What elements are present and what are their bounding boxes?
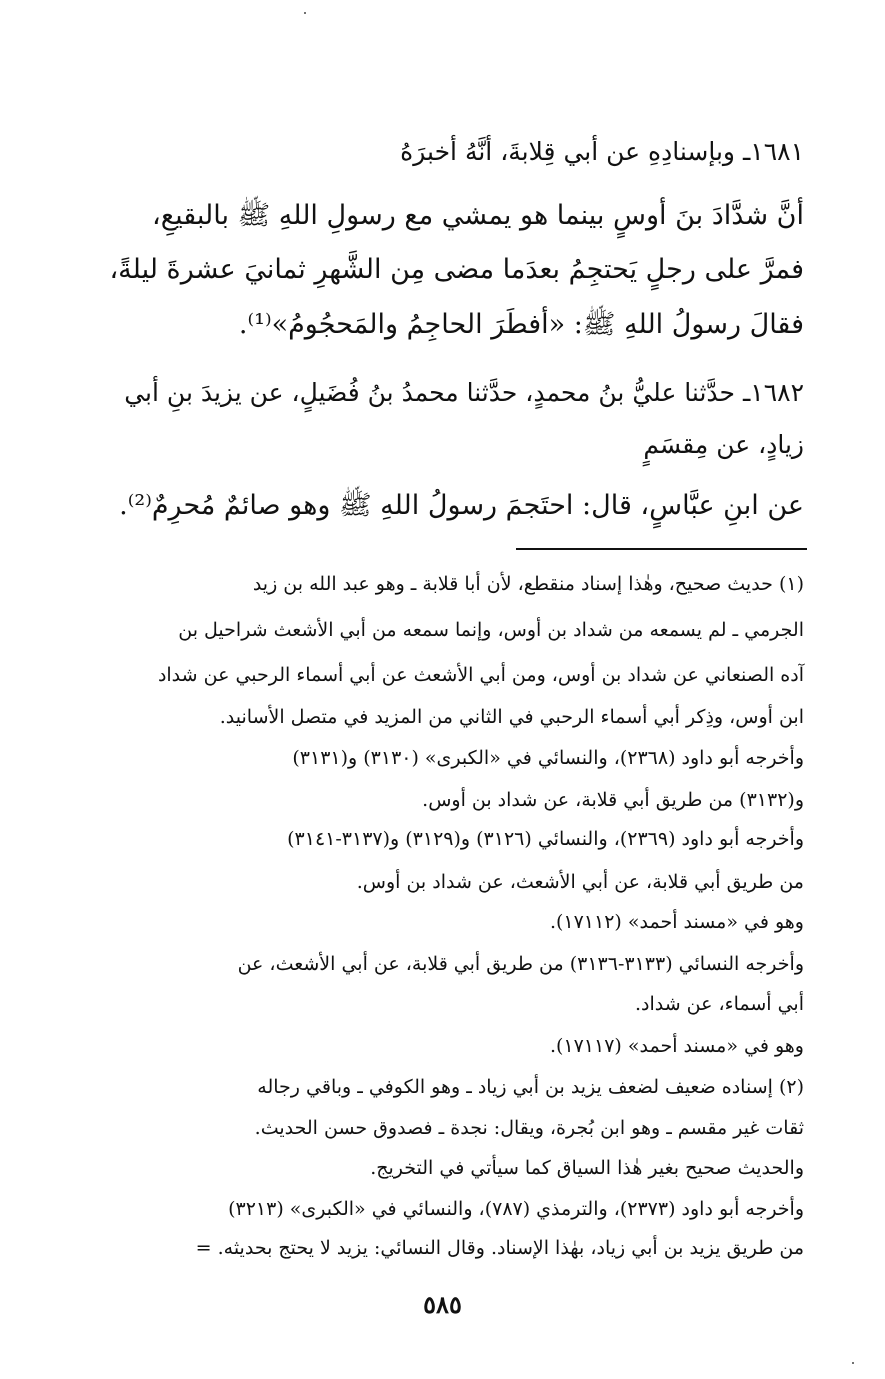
footnote-line: و(٣١٣٢) من طريق أبي قلابة، عن شداد بن أوس. — [422, 789, 804, 811]
footnote-line: وأخرجه أبو داود (٢٣٦٨)، والنسائي في «الكبرى» (٣١٣٠) و(٣١٣١) — [292, 747, 804, 769]
hadith-1681-matn-line: أنَّ شدَّادَ بنَ أوسٍ بينما هو يمشي مع رسولِ اللهِ ﷺ بالبقيعِ، — [152, 200, 804, 231]
footnote-line: من طريق أبي قلابة، عن أبي الأشعث، عن شداد بن أوس. — [356, 871, 804, 893]
footnote-line: (١) حديث صحيح، وهٰذا إسناد منقطع، لأن أبا قلابة ـ وهو عبد الله بن زيد — [252, 573, 804, 595]
hadith-1681-isnad: ١٦٨١ـ وبإسنادِهِ عن أبي قِلابةَ، أنَّهُ أخبرَهُ — [400, 137, 804, 166]
footnote-line: من طريق يزيد بن أبي زياد، بهٰذا الإسناد. وقال النسائي: يزيد لا يحتج بحديثه. = — [195, 1237, 804, 1259]
footnote-line: وأخرجه أبو داود (٢٣٧٣)، والترمذي (٧٨٧)، والنسائي في «الكبرى» (٣٢١٣) — [228, 1198, 804, 1220]
footnote-line: وأخرجه النسائي (٣١٣٣-٣١٣٦) من طريق أبي قلابة، عن أبي الأشعث، عن — [237, 953, 804, 975]
hadith-1681-matn-line: فمرَّ على رجلٍ يَحتجِمُ بعدَما مضى مِن الشَّهرِ ثمانيَ عشرةَ ليلةً، — [109, 254, 804, 285]
footnote-line: آده الصنعاني عن شداد بن أوس، ومن أبي الأشعث عن أبي أسماء الرحبي عن شداد — [157, 664, 804, 686]
footnote-line: (٢) إسناده ضعيف لضعف يزيد بن أبي زياد ـ وهو الكوفي ـ وباقي رجاله — [257, 1076, 804, 1098]
footnote-line: ابن أوس، وذِكر أبي أسماء الرحبي في الثاني من المزيد في متصل الأسانيد. — [219, 706, 804, 728]
page-number: ٥٨٥ — [423, 1290, 462, 1319]
scan-speck — [852, 1362, 854, 1364]
hadith-1682-matn: عن ابنِ عبَّاسٍ، قال: احتَجمَ رسولُ اللهِ ﷺ وهو صائمٌ مُحرِمٌ⁽²⁾. — [119, 490, 804, 521]
scan-speck — [304, 12, 306, 14]
footnote-line: ثقات غير مقسم ـ وهو ابن بُجرة، ويقال: نجدة ـ فصدوق حسن الحديث. — [254, 1117, 804, 1139]
hadith-1682-isnad-line: ١٦٨٢ـ حدَّثنا عليُّ بنُ محمدٍ، حدَّثنا محمدُ بنُ فُضَيلٍ، عن يزيدَ بنِ أبي — [124, 378, 804, 407]
footnote-line: وهو في «مسند أحمد» (١٧١١٢). — [549, 911, 804, 933]
footnote-line: والحديث صحيح بغير هٰذا السياق كما سيأتي في التخريج. — [370, 1157, 804, 1179]
hadith-1682-isnad-line: زيادٍ، عن مِقسَمٍ — [643, 430, 804, 459]
footnote-line: الجرمي ـ لم يسمعه من شداد بن أوس، وإنما سمعه من أبي الأشعث شراحيل بن — [178, 619, 804, 641]
footnote-line: أبي أسماء، عن شداد. — [634, 993, 804, 1015]
footnote-line: وهو في «مسند أحمد» (١٧١١٧). — [549, 1035, 804, 1057]
footnote-divider — [516, 548, 807, 550]
hadith-1681-matn-line: فقالَ رسولُ اللهِ ﷺ: «أفطَرَ الحاجِمُ والمَحجُومُ»⁽¹⁾. — [238, 309, 804, 340]
footnote-line: وأخرجه أبو داود (٢٣٦٩)، والنسائي (٣١٢٦) و(٣١٢٩) و(٣١٣٧-٣١٤١) — [287, 828, 804, 850]
